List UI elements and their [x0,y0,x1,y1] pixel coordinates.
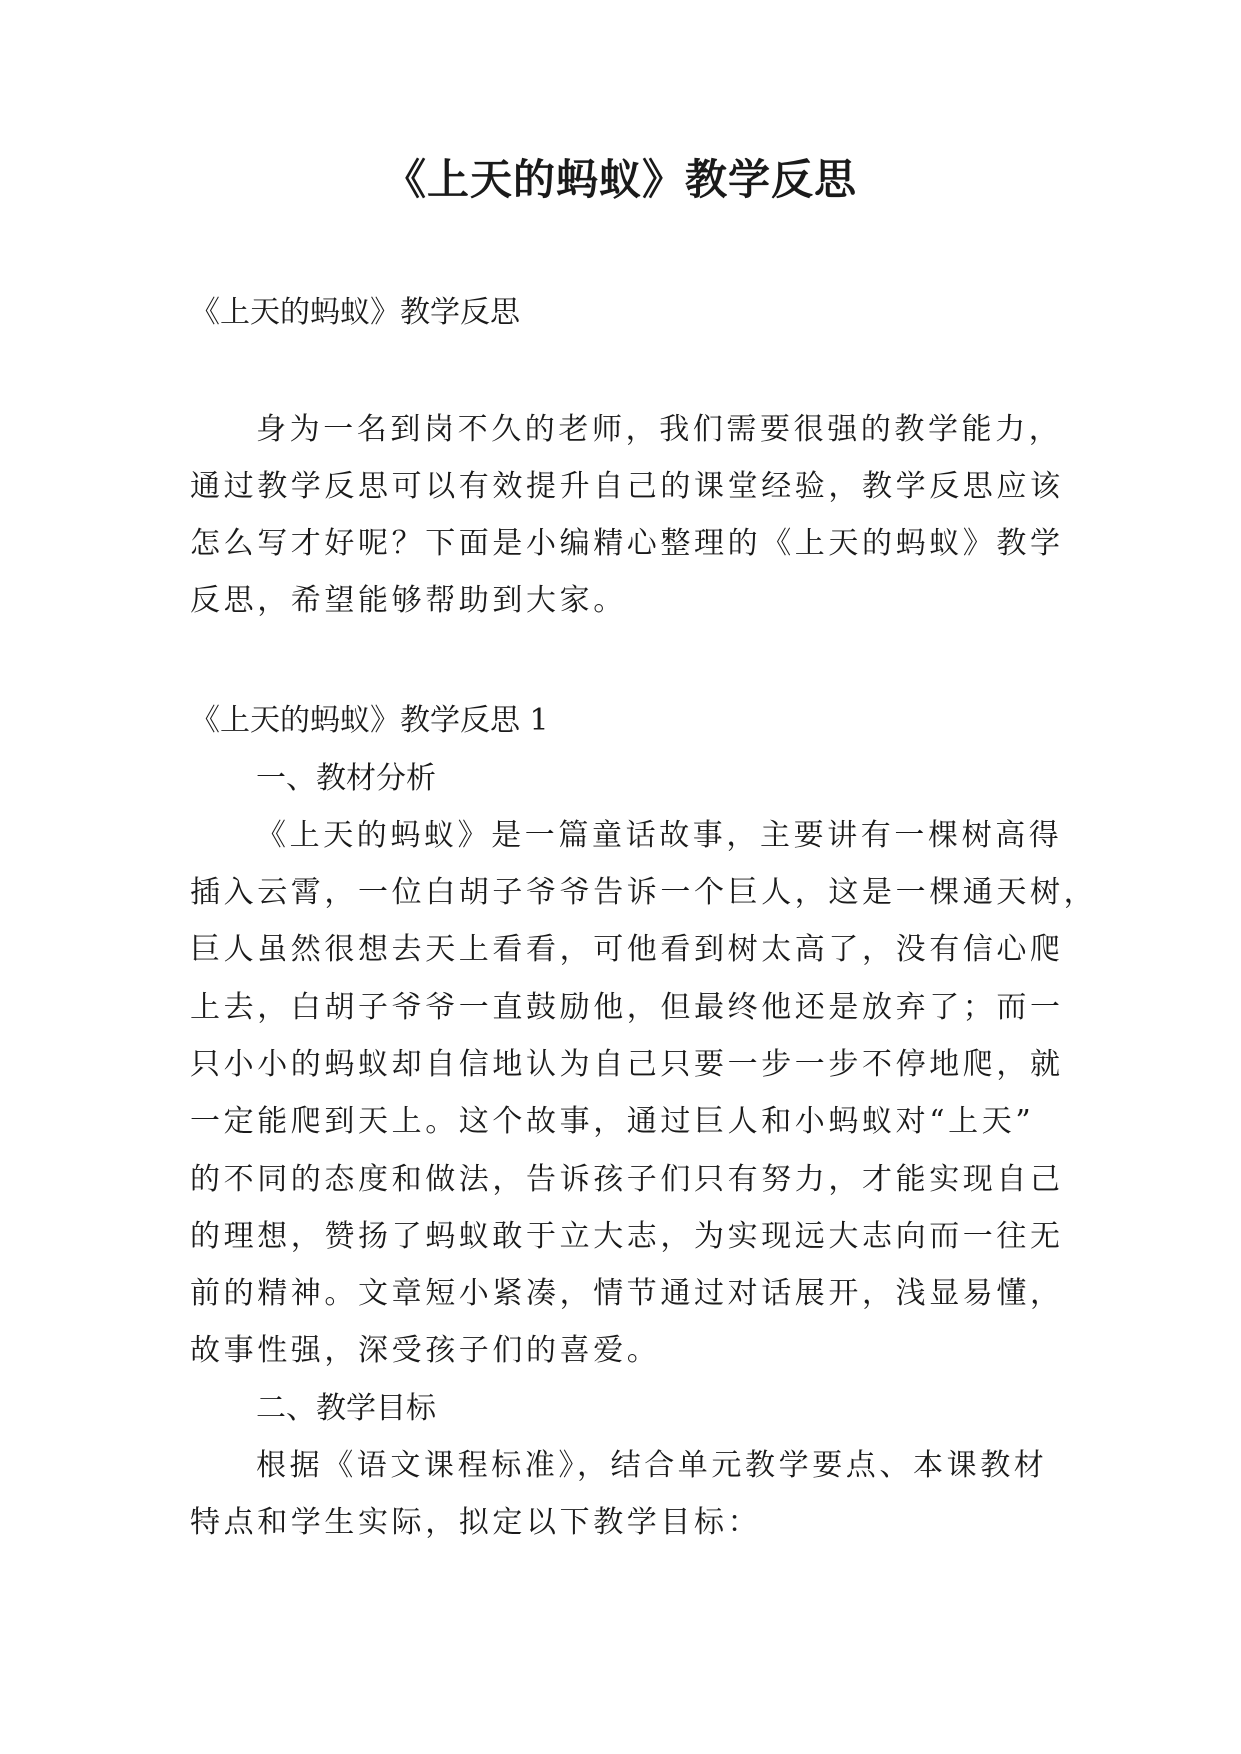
subsection-heading: 一、教材分析 [256,761,436,796]
paragraph-line: 巨人虽然很想去天上看看，可他看到树太高了，没有信心爬 [190,932,1064,967]
subsection-heading: 二、教学目标 [256,1391,436,1426]
paragraph-line: 《上天的蚂蚁》是一篇童话故事，主要讲有一棵树高得 [256,818,1063,853]
section-heading: 《上天的蚂蚁》教学反思 1 [190,703,549,738]
paragraph-line: 的理想，赞扬了蚂蚁敢于立大志，为实现远大志向而一往无 [190,1219,1064,1254]
paragraph-line: 特点和学生实际，拟定以下教学目标： [190,1505,762,1540]
paragraph-line: 的不同的态度和做法，告诉孩子们只有努力，才能实现自己 [190,1162,1064,1197]
document-title: 《上天的蚂蚁》教学反思 [383,155,857,204]
paragraph-line: 上去，白胡子爷爷一直鼓励他，但最终他还是放弃了；而一 [190,990,1064,1025]
paragraph-line: 前的精神。文章短小紧凑，情节通过对话展开，浅显易懂， [190,1276,1064,1311]
paragraph-line: 只小小的蚂蚁却自信地认为自己只要一步一步不停地爬，就 [190,1047,1064,1082]
paragraph-line: 反思，希望能够帮助到大家。 [190,583,627,618]
paragraph-line: 插入云霄，一位白胡子爷爷告诉一个巨人，这是一棵通天树， [190,875,1098,910]
subtitle-line: 《上天的蚂蚁》教学反思 [190,295,520,330]
paragraph-line: 通过教学反思可以有效提升自己的课堂经验，教学反思应该 [190,469,1064,504]
paragraph-line: 根据《语文课程标准》，结合单元教学要点、本课教材 [256,1448,1048,1483]
paragraph-line: 身为一名到岗不久的老师，我们需要很强的教学能力， [256,412,1063,447]
paragraph-line: 怎么写才好呢？下面是小编精心整理的《上天的蚂蚁》教学 [190,526,1064,561]
paragraph-line: 一定能爬到天上。这个故事，通过巨人和小蚂蚁对“上天” [190,1104,1035,1139]
paragraph-line: 故事性强，深受孩子们的喜爱。 [190,1333,661,1368]
